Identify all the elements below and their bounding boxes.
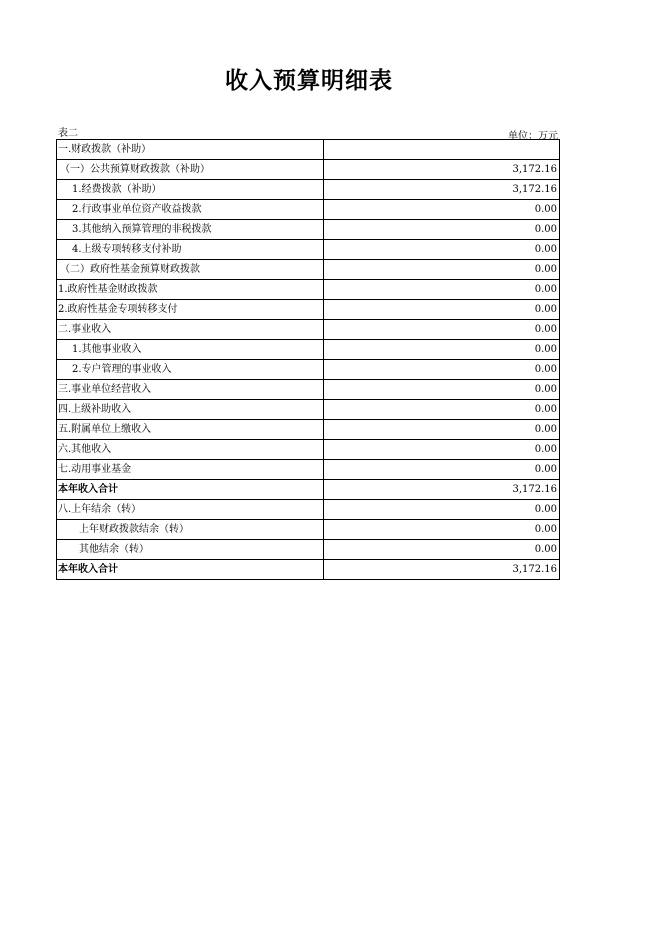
row-label: 2.专户管理的事业收入 xyxy=(57,360,324,380)
table-row xyxy=(57,560,560,580)
page-title: 收入预算明细表 xyxy=(225,67,393,94)
table-row xyxy=(57,140,560,160)
row-amount: 0.00 xyxy=(324,340,560,360)
income-budget-table xyxy=(56,139,560,580)
row-amount: 0.00 xyxy=(324,500,560,520)
table-row xyxy=(57,200,560,220)
table-row xyxy=(57,180,560,200)
table-row xyxy=(57,440,560,460)
row-label: 1.其他事业收入 xyxy=(57,340,324,360)
row-label: 八.上年结余（转） xyxy=(57,500,324,520)
row-amount: 0.00 xyxy=(324,260,560,280)
row-amount: 0.00 xyxy=(324,220,560,240)
table-row xyxy=(57,380,560,400)
row-label: 1.经费拨款（补助） xyxy=(57,180,324,200)
row-label: 2.行政事业单位资产收益拨款 xyxy=(57,200,324,220)
table-row xyxy=(57,520,560,540)
row-amount: 0.00 xyxy=(324,520,560,540)
row-amount: 3,172.16 xyxy=(324,160,560,180)
row-label: 其他结余（转） xyxy=(57,540,324,560)
row-label: 三.事业单位经营收入 xyxy=(57,380,324,400)
row-label: （一）公共预算财政拨款（补助） xyxy=(57,160,324,180)
row-label: 3.其他纳入预算管理的非税拨款 xyxy=(57,220,324,240)
unit-label: 单位：万元 xyxy=(508,131,558,142)
table-number: 表二 xyxy=(58,128,78,139)
row-label: 本年收入合计 xyxy=(57,480,324,500)
table-row xyxy=(57,320,560,340)
row-amount: 3,172.16 xyxy=(324,180,560,200)
table-row xyxy=(57,280,560,300)
table-row xyxy=(57,160,560,180)
row-amount xyxy=(324,140,560,160)
row-label: 一.财政拨款（补助） xyxy=(57,140,324,160)
table-row xyxy=(57,480,560,500)
table-row xyxy=(57,400,560,420)
row-label: 四.上级补助收入 xyxy=(57,400,324,420)
row-label: 上年财政拨款结余（转） xyxy=(57,520,324,540)
row-label: 六.其他收入 xyxy=(57,440,324,460)
row-amount: 3,172.16 xyxy=(324,480,560,500)
row-amount: 0.00 xyxy=(324,200,560,220)
row-label: 五.附属单位上缴收入 xyxy=(57,420,324,440)
row-amount: 0.00 xyxy=(324,420,560,440)
row-amount: 0.00 xyxy=(324,300,560,320)
row-label: 本年收入合计 xyxy=(57,560,324,580)
row-amount: 3,172.16 xyxy=(324,560,560,580)
row-label: 二.事业收入 xyxy=(57,320,324,340)
row-amount: 0.00 xyxy=(324,540,560,560)
row-label: 1.政府性基金财政拨款 xyxy=(57,280,324,300)
table-row xyxy=(57,340,560,360)
table-row xyxy=(57,300,560,320)
table-row xyxy=(57,360,560,380)
table-row xyxy=(57,500,560,520)
table-row xyxy=(57,460,560,480)
table-row xyxy=(57,240,560,260)
row-amount: 0.00 xyxy=(324,460,560,480)
row-label: 2.政府性基金专项转移支付 xyxy=(57,300,324,320)
row-amount: 0.00 xyxy=(324,440,560,460)
row-label: （二）政府性基金预算财政拨款 xyxy=(57,260,324,280)
row-amount: 0.00 xyxy=(324,280,560,300)
row-label: 七.动用事业基金 xyxy=(57,460,324,480)
row-amount: 0.00 xyxy=(324,400,560,420)
table-row xyxy=(57,540,560,560)
row-label: 4.上级专项转移支付补助 xyxy=(57,240,324,260)
table-row xyxy=(57,260,560,280)
row-amount: 0.00 xyxy=(324,240,560,260)
row-amount: 0.00 xyxy=(324,320,560,340)
table-row xyxy=(57,420,560,440)
row-amount: 0.00 xyxy=(324,380,560,400)
row-amount: 0.00 xyxy=(324,360,560,380)
table-row xyxy=(57,220,560,240)
